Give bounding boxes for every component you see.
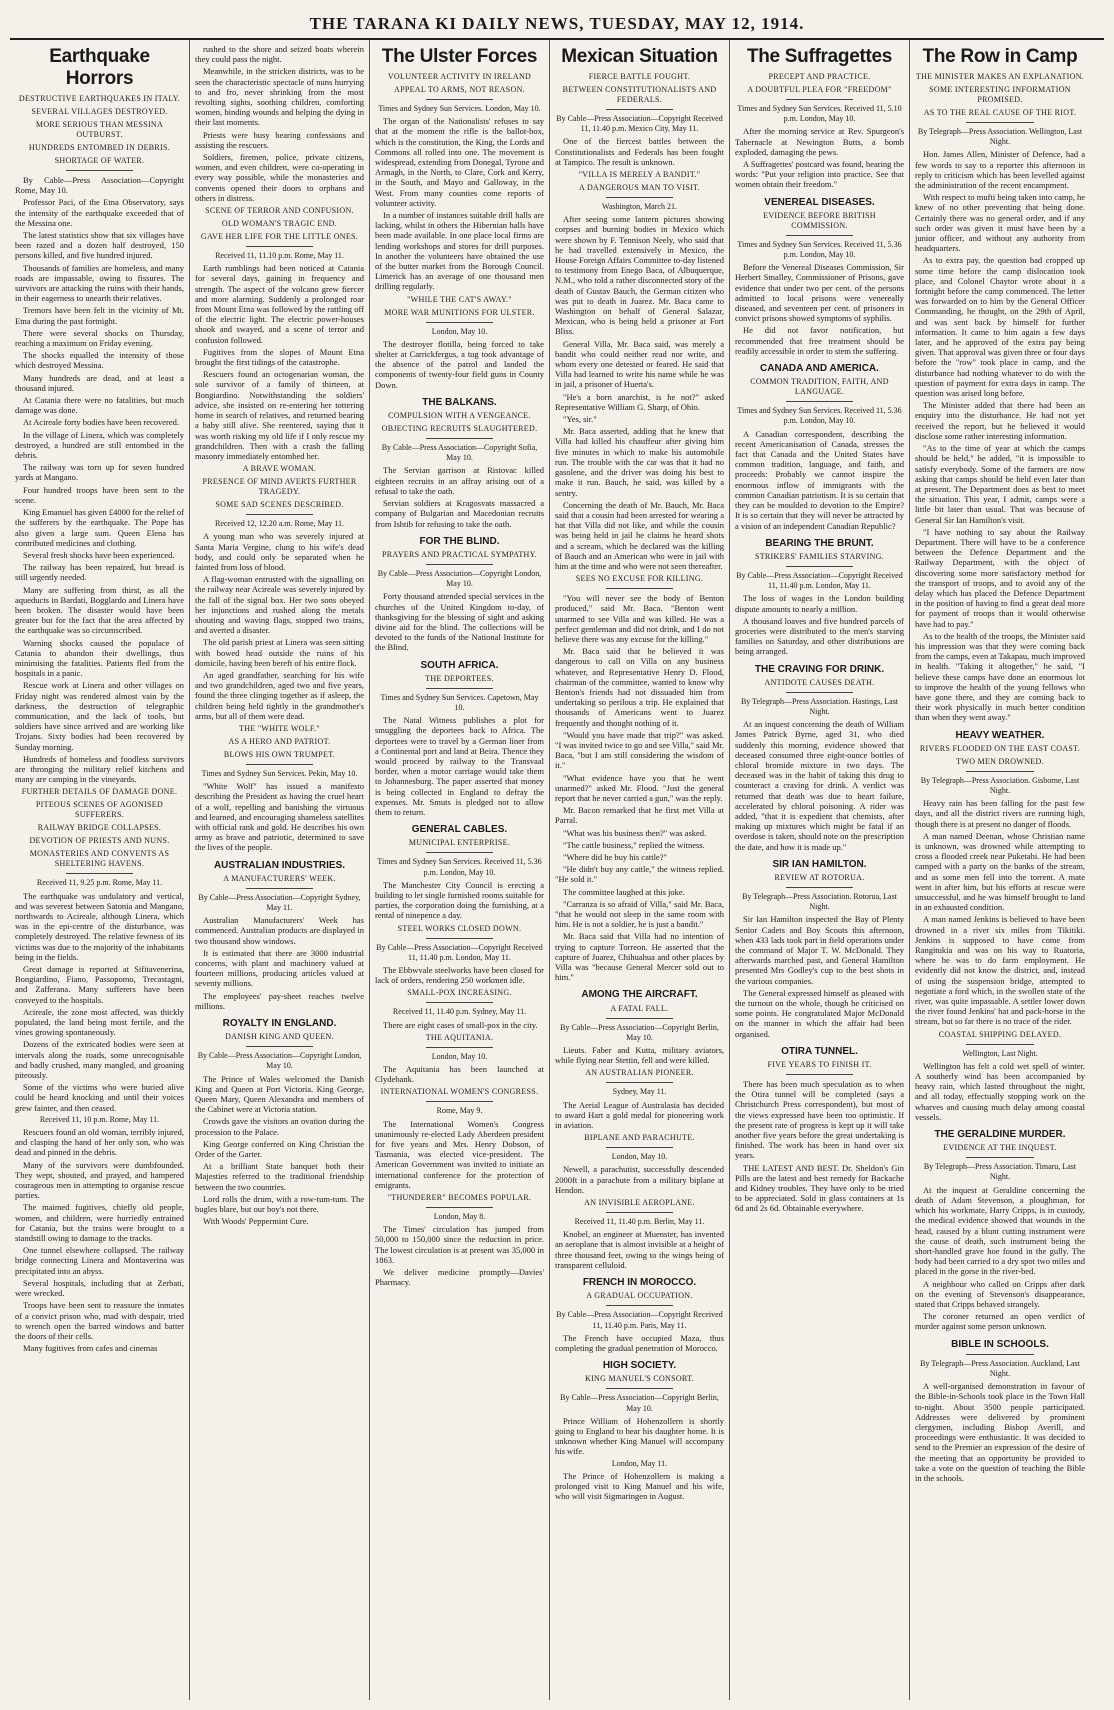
dateline: London, May 10. bbox=[431, 1051, 488, 1061]
paragraph: THE LATEST AND BEST. Dr. Sheldon's Gin Pills are the latest and best remedy for Backache and Kidney troubles. They have only to be tried to be appreciated. Sold in glass containers at 1s 6d and 2s 6d. Obtainable everywhere. bbox=[735, 1162, 904, 1214]
paragraph: The railway was torn up for seven hundred yards at Mangano. bbox=[15, 462, 184, 483]
subheading: AS TO THE REAL CAUSE OF THE RIOT. bbox=[923, 108, 1077, 117]
paragraph: Many fugitives from cafes and cinemas bbox=[23, 1343, 158, 1354]
subheading: INTERNATIONAL WOMEN'S CONGRESS. bbox=[380, 1087, 539, 1097]
paragraph: Rescuers found an octogenarian woman, the sole survivor of a family of thirteen, at Bongiardino. Notwithstanding the soldiers' advice, she insisted on re-entering her tottering home in search of relatives, and returned bearing a baby still alive. She reentered, saying that it was worth risking my old life if I only rescue my grandchildren. Then with a crash the falling masonry immediately entombed her. bbox=[195, 369, 364, 461]
paragraph: Heavy rain has been falling for the past few days, and all the district rivers are running high, though there is at present no danger of floods. bbox=[915, 798, 1085, 829]
column-headline: The Row in Camp bbox=[922, 46, 1078, 67]
paragraph: Fugitives from the slopes of Mount Etna brought the first tidings of the catastrophe. bbox=[195, 346, 364, 368]
dateline: By Cable—Press Association—Copyright Berlin, May 10. bbox=[560, 1393, 719, 1413]
paragraph: A flag-woman entrusted with the signalling on the railway near Acireale was severely injured by the fall of the signal box. Her two sons obeyed her injunctions and rushed along the metals shouting and waving flags, stopped two trains, and averted a disaster. bbox=[195, 574, 364, 636]
subheading: SHORTAGE OF WATER. bbox=[54, 156, 145, 165]
paragraph: We deliver medicine promptly—Davies' Pharmacy. bbox=[375, 1267, 544, 1288]
paragraph: Several hospitals, including that at Zerbati, were wrecked. bbox=[15, 1277, 184, 1299]
subheading: SCENE OF TERROR AND CONFUSION. bbox=[205, 206, 354, 216]
divider bbox=[246, 888, 314, 889]
subheading: PRAYERS AND PRACTICAL SYMPATHY. bbox=[382, 549, 537, 559]
subheading: SEVERAL VILLAGES DESTROYED. bbox=[31, 107, 168, 116]
subheading: COMPULSION WITH A VENGEANCE. bbox=[388, 411, 531, 421]
dateline: Received 11, 11.10 p.m. Rome, May 11. bbox=[215, 251, 344, 261]
subheading: PITEOUS SCENES OF AGONISED SUFFERERS. bbox=[35, 800, 164, 820]
divider bbox=[426, 688, 494, 689]
section-heading: OTIRA TUNNEL. bbox=[781, 1045, 858, 1057]
dateline: Times and Sydney Sun Services. Received 11, 5.10 p.m. London, May 10. bbox=[737, 104, 902, 124]
subheading: MUNICIPAL ENTERPRISE. bbox=[408, 838, 511, 848]
subheading: EVIDENCE AT THE INQUEST. bbox=[943, 1143, 1057, 1153]
paragraph: Prince William of Hohenzollern is shortly going to England to hear his daughter home. It is unknown whether King Manuel will accompany his wife. bbox=[555, 1415, 724, 1457]
column-headline: The Suffragettes bbox=[746, 46, 893, 67]
paragraph: Four hundred troops have been sent to the scene. bbox=[15, 484, 184, 505]
section-heading: HEAVY WEATHER. bbox=[955, 729, 1045, 741]
dateline: By Telegraph—Press Association. Timaru, Last Night. bbox=[923, 1162, 1077, 1182]
paragraph: Professor Paci, of the Etna Observatory, says the intensity of the earthquake exceeded that of the Messina one. bbox=[15, 197, 184, 228]
paragraph: Hon. James Allen, Minister of Defence, had a few words to say to a reporter this afternoon in reply to criticism which has been levelled against the administration of the recent encampment. bbox=[915, 149, 1085, 191]
section-heading: VENEREAL DISEASES. bbox=[764, 196, 875, 208]
divider bbox=[246, 246, 314, 247]
subheading: THE MINISTER MAKES AN EXPLANATION. bbox=[915, 72, 1085, 81]
paragraph: Some of the victims who were buried alive could be heard knocking and until their voices grew fainter, and then ceased. bbox=[15, 1082, 184, 1113]
dateline: By Cable—Press Association—Copyright Received 11, 11.40 p.m. Mexico City, May 11. bbox=[556, 114, 723, 134]
paragraph: The International Women's Congress unanimously re-elected Lady Aberdeen president for five years and Mrs. Henry Dobson, of Tasmania, was elected vice-president. The American Government was invited to initiate an international conference for the protection of emigrants. bbox=[375, 1118, 544, 1190]
subheading: MORE WAR MUNITIONS FOR ULSTER. bbox=[384, 307, 535, 317]
section-heading: THE CRAVING FOR DRINK. bbox=[754, 663, 885, 675]
divider bbox=[426, 1207, 494, 1208]
subheading: A DANGEROUS MAN TO VISIT. bbox=[579, 183, 700, 193]
dateline: By Cable—Press Association—Copyright Received 11, 11.40 p.m. London, May 11. bbox=[736, 570, 903, 591]
subheading: "THUNDERER" BECOMES POPULAR. bbox=[387, 1193, 532, 1203]
dateline: By Cable—Press Association—Copyright London, May 10. bbox=[197, 1051, 362, 1071]
section-heading: CANADA AND AMERICA. bbox=[760, 363, 879, 375]
divider bbox=[66, 170, 134, 171]
dateline: Times and Sydney Sun Services. Capetown, May 10. bbox=[380, 692, 539, 712]
paragraph: A thousand loaves and five hundred parcels of groceries were distributed to the men's starving families on Saturday, and other distributions are being arranged. bbox=[735, 615, 904, 657]
dateline: By Cable—Press Association—Copyright Sofia, May 10. bbox=[381, 443, 538, 463]
paragraph: "He's a born anarchist, is he not?" asked Representative William G. Sharp, of Ohio. bbox=[555, 391, 724, 412]
paragraph: Lieuts. Faber and Kutta, military aviators, while flying near Stettin, fell and were killed. bbox=[555, 1045, 724, 1066]
paragraph: An aged grandfather, searching for his wife and two grandchildren, aged two and five years, found the three clinging together as if asleep, the children being held tightly in the grandmother's arms, but all of them were dead. bbox=[195, 669, 364, 721]
subheading: SOME INTERESTING INFORMATION PROMISED. bbox=[929, 85, 1071, 104]
section-heading: AMONG THE AIRCRAFT. bbox=[581, 989, 698, 1001]
divider bbox=[606, 1082, 674, 1083]
section-heading: BEARING THE BRUNT. bbox=[765, 537, 874, 549]
section-heading: SOUTH AFRICA. bbox=[420, 659, 499, 671]
paragraph: The destroyer flotilla, being forced to take shelter at Carrickfergus, a tug took advantage of the absence of the patrol and landed the components of twenty-four field guns in County Down. bbox=[375, 338, 544, 390]
paragraph: "Would you have made that trip?" was asked. "I was invited twice to go and see Villa," said Mr. Baca, "but I am still considering the wisdom of it." bbox=[555, 729, 724, 771]
paragraph: Lord rolls the drum, with a row-tum-tum. The bugles blare, but our boy's not there. bbox=[195, 1193, 364, 1215]
divider bbox=[786, 692, 854, 693]
columns-container bbox=[10, 40, 1104, 1700]
subheading: "WHILE THE CAT'S AWAY." bbox=[407, 294, 512, 304]
divider bbox=[426, 1047, 494, 1048]
subheading: RIVERS FLOODED ON THE EAST COAST. bbox=[919, 743, 1081, 753]
paragraph: Warning shocks caused the populace of Catania to abandon their dwellings, thus minimising the fatalities. Patients fled from the hospitals in a panic. bbox=[15, 637, 184, 679]
paragraph: "White Wolf" has issued a manifesto describing the President as having the cruel heart of a wolf, repelling and banishing the virtuous and learned, and encouraging shameless satellites with official rank and gold. He describes his own army as brave and patriotic, determined to save the lives of the people. bbox=[195, 781, 364, 853]
subheading: FURTHER DETAILS OF DAMAGE DONE. bbox=[21, 787, 178, 797]
paragraph: "I have nothing to say about the Railway Department. There will have to be a conference between the Defence Department and the Railway Department, with the object of discovering some more satisfactory method for the transport of troops, and to avoid any of the delay which has placed the Defence Department in the position of having to find a great deal more for payment of troops than it would otherwise have had to pay." bbox=[915, 526, 1085, 629]
section-heading: THE GERALDINE MURDER. bbox=[934, 1129, 1066, 1141]
paragraph: The organ of the Nationalists' refuses to say that at the moment the rifle is the ballot-box, which is the constitution, the King, the Lords and Commons all rolled into one. The movement is widespread, extending from Donegal, Tyrone and Armagh, in the North, to Clare, Cork and Kerry, in the South, and Mayo and Galloway, in the West. From many counties come reports of volunteer activity. bbox=[375, 116, 544, 208]
paragraph: A man named Deenan, whose Christian name is unknown, was drowned while attempting to cross a flooded creek near Puketahi. He had been camped with a party on the banks of the stream, and as some men fell into the torrent. A mate went in after him, but his efforts at rescue were unsuccessful, and he was himself brought to land in an exhausted condition. bbox=[915, 830, 1085, 913]
column-5 bbox=[730, 40, 910, 1700]
paragraph: The Prince of Wales welcomed the Danish King and Queen at Port Victoria. King George, Queen Mary, Queen Alexandra and members of the Cabinet were at Victoria station. bbox=[195, 1073, 364, 1115]
paragraph: "Where did he buy his cattle?" bbox=[563, 852, 667, 862]
divider bbox=[786, 99, 854, 100]
divider bbox=[246, 514, 314, 515]
column-1 bbox=[10, 40, 190, 1700]
paragraph: Earth rumblings had been noticed at Catania for several days, gaining in frequency and strength. The aspect of the volcano grew fiercer and more alarming. Suddenly a prolonged roar from Mount Etna was followed by the rattling off of the electric light. The electric power-houses shook and swayed, and a scene of terror and confusion followed. bbox=[195, 263, 364, 345]
paragraph: "The cattle business," replied the witness. bbox=[563, 839, 705, 850]
paragraph: "What was his business then?" was asked. bbox=[563, 827, 707, 838]
subheading: SOME SAD SCENES DESCRIBED. bbox=[215, 500, 344, 510]
paragraph: Thousands of families are homeless, and many roads are impassable, owing to fissures. The survivors are attacking the ruins with their hands, in their eagerness to unearth their relatives. bbox=[15, 262, 184, 304]
dateline: London, May 10. bbox=[611, 1152, 668, 1162]
dateline: Received 12, 12.20 a.m. Rome, May 11. bbox=[214, 519, 344, 529]
divider bbox=[426, 322, 494, 323]
paragraph: The latest statistics show that six villages have been razed and a dozen half destroyed, 150 persons killed, and five hundred injured. bbox=[15, 230, 184, 261]
paragraph: The Times' circulation has jumped from 50,000 to 150,000 since the reduction in price. The lowest circulation is at present was 35,000 in 1863. bbox=[375, 1224, 544, 1265]
paragraph: Troops have been sent to reassure the inmates of a convict prison who, mad with despair, tried to wrench open the barred windows and batter the doors of their cells. bbox=[15, 1300, 184, 1341]
paragraph: With respect to mufti being taken into camp, he knew of no other preventing that being done. Certainly there was no general order, and if any such order was given it must have been by a junior officer, and without any authority from headquarters. bbox=[915, 192, 1085, 254]
paragraph: Meanwhile, in the stricken districts, was to be seen the characteristic spectacle of nuns hurrying to and fro, never shrinking from the most revolting sights, soothing children, comforting women, binding wounds and helping the dying in their last moments. bbox=[195, 66, 364, 128]
paragraph: One of the fiercest battles between the Constitutionalists and Federals has been fought at Tampico. The result is unknown. bbox=[555, 136, 724, 167]
divider bbox=[426, 1101, 494, 1102]
paragraph: Many are suffering from thirst, as all the aqueducts in Bardati, Bogglardo and Linera have been broken. The disaster would have been greater but for the fact that the area affected by the earthquake was so circumscribed. bbox=[15, 584, 184, 636]
paragraph: Hundreds of homeless and foodless survivors are thronging the military relief kitchens and many are camping in the vineyards. bbox=[15, 753, 184, 785]
paragraph: Tremors have been felt in the vicinity of Mt. Etna during the past fortnight. bbox=[15, 305, 184, 326]
paragraph: The Natal Witness publishes a plot for smuggling the deportees back to Africa. The deportees were to travel by a German liner from a Continental port and land at Beira. Thence they would proceed by railway to the Transvaal border, when a motor carriage would take them to Johannesburg. The paper asserted that money is being collected in England to defray the expenses. Mr. Smuts is pledged not to allow them to return. bbox=[375, 715, 544, 817]
paragraph: The coroner returned an open verdict of murder against some person unknown. bbox=[915, 1311, 1085, 1332]
paragraph: As to the health of the troops, the Minister said his impression was that they were coming back from the camps, even at Takapau, much improved in health. "Taking it altogether," he said, "I believe these camps have done an enormous lot to improve the health of the young fellows who have gone there, and they are coming back to their work physically in much better condition than when they went away." bbox=[915, 630, 1085, 723]
paragraph: "Carranza is so afraid of Villa," said Mr. Baca, "that he would not sleep in the same room with him. He is not a soldier, he is just a bandit." bbox=[555, 898, 724, 930]
section-heading: FRENCH IN MOROCCO. bbox=[582, 1277, 697, 1289]
paragraph: The Prince of Hohenzollern is making a prolonged visit to King Manuel and his wife, who will visit Sigmaringen in August. bbox=[555, 1470, 724, 1502]
divider bbox=[426, 438, 494, 439]
paragraph: King George conferred on King Christian the Order of the Garter. bbox=[195, 1138, 364, 1160]
paragraph: The Minister added that there had been an enquiry into the disturbance. He had not yet received the report, but he believed it would disclose some rather interesting information. bbox=[915, 400, 1085, 441]
paragraph: In a number of instances suitable drill halls are lacking, whilst in others the Hibernian halls have been made available. In one place local firms are lending workshops and stores for drill purposes. In another the volunteers have obtained the use of the butter market from the Borough Council. Limerick has an average of one thousand men drilling regularly. bbox=[375, 210, 544, 292]
dateline: By Cable—Press Association—Copyright Received 11, 11.40 p.m. London, May 11. bbox=[376, 942, 543, 962]
paragraph: The Servian garrison at Ristovac killed eighteen recruits in an affray arising out of a refusal to take the oath. bbox=[375, 465, 544, 496]
divider bbox=[606, 197, 674, 198]
divider bbox=[786, 235, 854, 236]
dateline: London, May 8. bbox=[433, 1212, 486, 1222]
paragraph: Mr. Baca asserted, adding that he knew that Villa had killed his chauffeur after giving him five minutes in which to make his automobile run. The trouble with the car was that it had no gasolene, and the driver was doing his best to make it run. Bauch, he said, was killed by a sentry. bbox=[555, 426, 724, 498]
section-heading: THE BALKANS. bbox=[422, 396, 497, 408]
paragraph: Several fresh shocks have been experienced. bbox=[23, 549, 175, 560]
paragraph: The Aerial League of Australasia has decided to award Hart a gold medal for pioneering work in aviation. bbox=[555, 1099, 724, 1131]
paragraph: General Villa, Mr. Baca said, was merely a bandit who could neither read nor write, and whom every one detested or feared. He said that Villa had learned to write his name while he was in jail, a prisoner of Huerta's. bbox=[555, 338, 724, 390]
subheading: BIPLANE AND PARACHUTE. bbox=[584, 1133, 695, 1143]
dateline: By Cable—Press Association—Copyright Sydney, May 11. bbox=[198, 892, 361, 912]
subheading: THE DEPORTEES. bbox=[425, 673, 494, 683]
paragraph: The employees' pay-sheet reaches twelve millions. bbox=[195, 990, 364, 1011]
divider bbox=[966, 1157, 1034, 1158]
divider bbox=[966, 122, 1034, 123]
paragraph: A Suffragettes' postcard was found, bearing the words: "Put your religion into practice. See that women obtain their freedom." bbox=[735, 159, 904, 190]
paragraph: There has been much speculation as to when the Otira tunnel will be completed (says a Christchurch Press correspondent), but most of the views expressed have been too optimistic. If the present rate of progress is kept up it will take another five years before the great undertaking is finished. The work has been in hand over six years. bbox=[735, 1079, 904, 1161]
dateline: By Telegraph—Press Association. Wellington, Last Night. bbox=[917, 127, 1083, 147]
paragraph: Rescue work at Linera and other villages on Friday night was rendered almost vain by the darkness, the destruction of telegraphic communication, and the lack of tools, but soldiers have since arrived and are working like Trojans. Sixty bodies had been recovered by Sunday morning. bbox=[15, 680, 184, 752]
paragraph: The Manchester City Council is erecting a building to let single furnished rooms suitable for parties, the corporation doing the furnishing, at a rental of ninepence a day. bbox=[375, 879, 544, 921]
column-6 bbox=[910, 40, 1090, 1700]
subheading: DANISH KING AND QUEEN. bbox=[225, 1032, 334, 1042]
dateline: Times and Sydney Sun Services. Pekin, May 10. bbox=[201, 768, 358, 778]
subheading: AN AUSTRALIAN PIONEER. bbox=[585, 1068, 694, 1078]
dateline: Received 11, 9.25 p.m. Rome, May 11. bbox=[36, 878, 163, 888]
divider bbox=[606, 1212, 674, 1213]
subheading: APPEAL TO ARMS, NOT REASON. bbox=[394, 85, 525, 94]
section-heading: AUSTRALIAN INDUSTRIES. bbox=[213, 859, 346, 871]
paragraph: By Cable—Press Association—Copyright Rome, May 10. bbox=[15, 175, 184, 196]
paragraph: The maimed fugitives, chiefly old people, women, and children, were hurriedly entrained for Catania, but the trains were brought to a standstill owing to damage to the tracks. bbox=[15, 1202, 184, 1244]
paragraph: One tunnel elsewhere collapsed. The railway bridge connecting Linera and Montaverina was precipitated into an abyss. bbox=[15, 1245, 184, 1276]
divider bbox=[426, 1002, 494, 1003]
dateline: Times and Sydney Sun Services. Received 11, 5.36 p.m. London, May 10. bbox=[377, 857, 542, 877]
paragraph: Mr. Baca said that he believed it was dangerous to call on Villa on any business whatever, and Representative Henry D. Flood, chairman of the committee, wanted to know why Benton's friends had not dissuaded him from undertaking so perilous a trip. He explained that thousands of Americans went to Juarez frequently and thought nothing of it. bbox=[555, 646, 724, 728]
paragraph: At Acireale forty bodies have been recovered. bbox=[23, 417, 179, 428]
dateline: Times and Sydney Sun Services. London, May 10. bbox=[378, 104, 541, 113]
paragraph: The shocks equalled the intensity of those which destroyed Messina. bbox=[15, 350, 184, 371]
divider bbox=[246, 1046, 314, 1047]
paragraph: With Woods' Peppermint Cure. bbox=[203, 1216, 309, 1227]
subheading: MONASTERIES AND CONVENTS AS SHELTERING HAVENS. bbox=[29, 849, 170, 869]
subheading: FIVE YEARS TO FINISH IT. bbox=[767, 1060, 872, 1070]
divider bbox=[606, 1018, 674, 1019]
paragraph: King Emanuel has given £4000 for the relief of the sufferers by the earthquake. The Pope has also given a large sum. Queen Elena has contributed medicines and clothing. bbox=[15, 507, 184, 548]
dateline: Times and Sydney Sun Services. Received 11, 5.36 p.m. London, May 10. bbox=[737, 239, 902, 260]
divider bbox=[606, 1305, 674, 1306]
dateline: London, May 10. bbox=[431, 326, 488, 336]
subheading: A BRAVE WOMAN. bbox=[242, 464, 317, 474]
subheading: A DOUBTFUL PLEA FOR "FREEDOM" bbox=[747, 85, 892, 94]
paragraph: Forty thousand attended special services in the churches of the United Kingdom to-day, of thanksgiving for the blessing of sight and asking divine aid for the blind. The collections will be devoted to the funds of the National Institute for the Blind. bbox=[375, 591, 544, 653]
subheading: BETWEEN CONSTITUTIONALISTS AND FEDERALS. bbox=[562, 85, 717, 104]
paragraph: The Aquitania has been launched at Clydebank. bbox=[375, 1064, 544, 1085]
paragraph: Crowds gave the visitors an ovation during the procession to the Palace. bbox=[195, 1116, 364, 1137]
paragraph: At an inquest concerning the death of William James Patrick Byrne, aged 31, who died suddenly this morning, evidence showed that deceased consumed three eight-ounce bottles of chloral bromide mixture in two days. The deceased was in the habit of taking this drug to counteract a craving for drink. A verdict was returned that death was due to heart failure, accelerated by chloral poisoning. A rider was added, "that it is expedient that chemists, after making up mixtures which might be fatal if an overdose is taken, should note on the prescription the date, and how it is made up." bbox=[735, 719, 904, 852]
column-headline: Mexican Situation bbox=[561, 46, 718, 67]
subheading: OBJECTING RECRUITS SLAUGHTERED. bbox=[381, 424, 538, 434]
paragraph: Great damage is reported at Sifitavenerina, Bongiardino, Fiano, Passopomo, Trecastagni, and Zafferana. Many sufferers have been conveyed to the hospitals. bbox=[15, 964, 184, 1005]
subheading: THE AQUITANIA. bbox=[425, 1032, 494, 1042]
divider bbox=[966, 771, 1034, 772]
paragraph: The earthquake was undulatory and vertical, and was severest between Satonia and Mangano, northwards to Acireale, although Linera, which was in the epi-centre of the disturbance, was completely destroyed. The relative fewness of its victims was due to the majority of the inhabitants being in the fields. bbox=[15, 890, 184, 962]
paragraph: "As to the time of year at which the camps should be held," he added, "it is impossible to satisfy everybody. Some of the farmers are now asking that camps should be held even later than at present. The Department does as best to meet the situation. This year, I admit, camps were a little bit later than usual. That was because of General Sir Ian Hamilton's visit. bbox=[915, 443, 1085, 525]
subheading: OLD WOMAN'S TRAGIC END. bbox=[221, 219, 338, 229]
divider bbox=[606, 588, 674, 589]
paragraph: Before the Venereal Diseases Commission, Sir Herbert Smalley, Commissioner of Prisons, gave evidence that under two per cent. of the persons admitted to local prisons were venereally diseased, and seventeen per cent. of prisoners in convict prisons showed symptoms of syphilis. bbox=[735, 262, 904, 324]
paragraph: The General expressed himself as pleased with the turnout on the whole, though he criticised on some points. He congratulated Major McDonald on the manner in which the affair had been organised. bbox=[735, 987, 904, 1039]
subheading: DEVOTION OF PRIESTS AND NUNS. bbox=[29, 836, 170, 846]
paragraph: Australian Manufacturers' Week has commenced. Australian products are displayed in two thousand show windows. bbox=[195, 915, 364, 946]
column-3 bbox=[370, 40, 550, 1700]
subheading: GAVE HER LIFE FOR THE LITTLE ONES. bbox=[200, 232, 359, 242]
divider bbox=[606, 109, 674, 110]
dateline: Received 11, 11.40 p.m. Sydney, May 11. bbox=[392, 1007, 527, 1017]
subheading: EVIDENCE BEFORE BRITISH COMMISSION. bbox=[763, 210, 876, 230]
paragraph: Sir Ian Hamilton inspected the Bay of Plenty Senior Cadets and Boy Scouts this afternoon, when 433 lads took part in field operations under the command of Major T. W. McDonald. They afterwards marched past, and General Hamilton presented Mrs Godley's cup to the best shots in the various companies. bbox=[735, 914, 904, 986]
dateline: Wellington, Last Night. bbox=[962, 1048, 1038, 1058]
dateline: By Telegraph—Press Association. Gisborne, Last Night. bbox=[920, 775, 1080, 795]
section-heading: ROYALTY IN ENGLAND. bbox=[222, 1018, 337, 1030]
dateline: Washington, March 21. bbox=[602, 202, 677, 212]
paragraph: A neighbour who called on Cripps after dark on the evening of Stevenson's disappearance, stated that Cripps behaved strangely. bbox=[915, 1278, 1085, 1309]
subheading: THE "WHITE WOLF." bbox=[239, 723, 320, 733]
section-heading: HIGH SOCIETY. bbox=[602, 1360, 677, 1372]
divider bbox=[786, 401, 854, 402]
subheading: A GRADUAL OCCUPATION. bbox=[586, 1291, 693, 1301]
paragraph: "He didn't buy any cattle," the witness replied. "He sold it." bbox=[555, 864, 724, 885]
divider bbox=[426, 99, 494, 100]
section-heading: FOR THE BLIND. bbox=[419, 535, 500, 547]
subheading: TWO MEN DROWNED. bbox=[956, 756, 1044, 766]
paragraph: Mr. Bacon remarked that he first met Villa at Parral. bbox=[555, 805, 724, 826]
paragraph: rushed to the shore and seized boats wherein they could pass the night. bbox=[195, 44, 364, 65]
subheading: AS A HERO AND PATRIOT. bbox=[228, 736, 331, 746]
subheading: "VILLA IS MERELY A BANDIT." bbox=[578, 170, 701, 180]
divider bbox=[426, 938, 494, 939]
paragraph: Soldiers, firemen, police, private citizens, women, and even children, were co-operating in every way possible, while the monasteries and convents opened their doors to orphans and others in distress. bbox=[195, 152, 364, 203]
paragraph: After seeing some lantern pictures showing corpses and burning bodies in Mexico which were shown by F. Tennison Neely, who said that he had travelled extensively in Mexico, the House Foreign Affairs Committee to-day listened to testimony from Enego Baca, of Albuquerque, N.M., who told a rather disconnected story of the death of Gustav Bauch, the German citizen who was put to death in Juarez. Mr. Baca came to Washington on behalf of General Salazar, Mexican, who is being held a prisoner at Fort Bliss. bbox=[555, 214, 724, 337]
paragraph: There were several shocks on Thursday, reaching a maximum on Friday evening. bbox=[15, 327, 184, 349]
paragraph: Concerning the death of Mr. Bauch, Mr. Baca said that a cousin had been arrested for wearing a hat that Villa did not like, and while the cousin was being held in jail he claims he heard shots and a scream, which he declared was the killing of Bauch and an American who were in jail with him at the time and who were not seen thereafter. bbox=[555, 499, 724, 571]
divider bbox=[966, 1044, 1034, 1045]
divider bbox=[66, 873, 134, 874]
dateline: By Cable—Press Association—Copyright Received 11, 11.40 p.m. Paris, May 11. bbox=[556, 1310, 723, 1330]
column-headline: Earthquake Horrors bbox=[49, 46, 150, 89]
subheading: AN INVISIBLE AEROPLANE. bbox=[584, 1198, 695, 1208]
subheading: COMMON TRADITION, FAITH, AND LANGUAGE. bbox=[750, 377, 889, 397]
paragraph: In the village of Linera, which was completely destroyed, a hundred are still entombed in the debris. bbox=[15, 429, 184, 461]
divider bbox=[606, 1147, 674, 1148]
paragraph: "Yes, sir." bbox=[563, 414, 597, 425]
subheading: SMALL-POX INCREASING. bbox=[407, 988, 512, 998]
divider bbox=[426, 852, 494, 853]
paragraph: Dozens of the extricated bodies were seen at intervals along the roads, some unrecognisable and badly crushed, many mangled, and groaning piteously. bbox=[15, 1039, 184, 1081]
paragraph: At Catania there were no fatalities, but much damage was done. bbox=[15, 395, 184, 416]
subheading: STEEL WORKS CLOSED DOWN. bbox=[397, 923, 522, 933]
paragraph: Wellington has felt a cold wet spell of winter. A southerly wind has been accompanied by heavy rain, which lasted throughout the night, and all today, effectually stopping work on the wharves and causing much delay among coastal vessels. bbox=[915, 1060, 1085, 1122]
subheading: VOLUNTEER ACTIVITY IN IRELAND bbox=[387, 72, 532, 81]
paragraph: Servian soldiers at Kragosvats massacred a company of Bulgarian and Macedonian recruits from Ishtib for refusing to take the oath. bbox=[375, 498, 544, 529]
divider bbox=[786, 566, 854, 567]
paragraph: Acireale, the zone most affected, was thickly populated, the land being most fertile, and the vines growing spontaneously. bbox=[15, 1006, 184, 1038]
paragraph: At the inquest at Geraldine concerning the death of Adam Stevenson, a ploughman, for which his workmate, Harry Cripps, is in custody, the medical evidence showed that wounds in the head, caused by a blunt cutting instrument were the cause of death, such instrument being the short-handled grave hoe found in the gully. The body had been carried to a dry spot two miles and placed in the gorse in the river-bed. bbox=[915, 1184, 1085, 1277]
dateline: By Telegraph—Press Association. Auckland, Last Night. bbox=[920, 1358, 1080, 1378]
dateline: Received 11, 10 p.m. Rome, May 11. bbox=[39, 1114, 160, 1124]
subheading: MORE SERIOUS THAN MESSINA OUTBURST. bbox=[35, 120, 164, 139]
subheading: KING MANUEL'S CONSORT. bbox=[585, 1374, 694, 1384]
divider bbox=[966, 1354, 1034, 1355]
column-4 bbox=[550, 40, 730, 1700]
masthead: THE TARANA KI DAILY NEWS, TUESDAY, MAY 12, 1914. bbox=[10, 8, 1104, 40]
paragraph: A Canadian correspondent, describing the recent Americanisation of Canada, stresses the fact that Canada and the United States have common tradition, language, and faith, and proceeds: Probably we cannot inspire the enormous inflow of immigrants with the common Canadian patriotism. It is so certain that they can be moulded to devotion to the Empire? It is so certain that they will never be attracted by a vision of an independent Canadian Republic? bbox=[735, 428, 904, 531]
paragraph: Priests were busy hearing confessions and assisting the rescuers. bbox=[195, 129, 364, 150]
section-heading: GENERAL CABLES. bbox=[411, 824, 508, 836]
paragraph: The Ebbwvale steelworks have been closed for lack of orders, rendering 250 workmen idle. bbox=[375, 965, 544, 986]
paragraph: The committee laughed at this joke. bbox=[563, 886, 685, 897]
paragraph: A young man who was severely injured at Santa Maria Vergine, clung to his wife's dead body, and could only be separated when he fainted from loss of blood. bbox=[195, 531, 364, 572]
dateline: By Cable—Press Association—Copyright Berlin, May 10. bbox=[560, 1022, 719, 1042]
divider bbox=[606, 1388, 674, 1389]
paragraph: As to extra pay, the question had cropped up some time before the camp dislocation took place, and Colonel Chaytor wrote about it a fortnight before the camp commenced. The letter was forwarded on to him by the General Officer Commanding, he thought, on the 29th of April, and was sent back by himself for further information. It came to him again a few days later, and he approved of the extra pay being given. That approval was given three or four days before the "row" took place in camp, and the disturbance had nothing whatever to do with the question of payment for extra days in camp. The question was arised long before. bbox=[915, 255, 1085, 399]
subheading: COASTAL SHIPPING DELAYED. bbox=[938, 1029, 1062, 1039]
divider bbox=[786, 1074, 854, 1075]
subheading: ANTIDOTE CAUSES DEATH. bbox=[764, 677, 875, 687]
paragraph: "What evidence have you that he went unarmed?" asked Mr. Flood. "Just the general report that he never carried a gun," was the reply. bbox=[555, 772, 724, 803]
paragraph: Newell, a parachutist, successfully descended 2000ft in a parachute from a military biplane at Hendon. bbox=[555, 1164, 724, 1195]
paragraph: The railway has been repaired, but bread is still urgently needed. bbox=[15, 562, 184, 583]
paragraph: "You will never see the body of Benton produced," said Mr. Baca. "Benton went unarmed to see Villa and was killed. He was a perfect gentleman and did not drink, and I do not believe there was any excuse for the killing." bbox=[555, 593, 724, 644]
dateline: Received 11, 11.40 p.m. Berlin, May 11. bbox=[574, 1217, 705, 1227]
column-headline: The Ulster Forces bbox=[381, 46, 538, 67]
dateline: Rome, May 9. bbox=[436, 1106, 483, 1116]
divider bbox=[786, 887, 854, 888]
section-heading: BIBLE IN SCHOOLS. bbox=[951, 1338, 1049, 1350]
column-2 bbox=[190, 40, 370, 1700]
paragraph: At a brilliant State banquet both their Majesties referred to the traditional friendship between the two countries. bbox=[195, 1161, 364, 1192]
paragraph: The old parish priest at Linera was seen sitting with bowed head outside the ruins of his domicile, having been bereft of his entire flock. bbox=[195, 637, 364, 668]
paragraph: After the morning service at Rev. Spurgeon's Tabernacle at Newington Butts, a bomb exploded, damaging the pews. bbox=[735, 126, 904, 157]
paragraph: It is estimated that there are 3000 industrial concerns, with plant and machinery valued at fourteen millions, producing articles valued at seventy millions. bbox=[195, 947, 364, 989]
paragraph: Knobel, an engineer at Muenster, has invented an aeroplane that is almost invisible at a height of three thousand feet, owing to the wings being of transparent celluloid. bbox=[555, 1229, 724, 1270]
section-heading: SIR IAN HAMILTON. bbox=[772, 858, 867, 870]
paragraph: Mr. Baca said that Villa had no intention of trying to capture Torreon. He asserted that the capture of Juarez, Chihuahua and other places by Villa was "because General Mercer sold out to him." bbox=[555, 931, 724, 983]
subheading: REVIEW AT ROTORUA. bbox=[774, 872, 865, 882]
subheading: HUNDREDS ENTOMBED IN DEBRIS. bbox=[28, 143, 171, 152]
dateline: By Cable—Press Association—Copyright London, May 10. bbox=[377, 568, 542, 589]
paragraph: There are eight cases of small-pox in the city. bbox=[383, 1019, 538, 1030]
subheading: SEES NO EXCUSE FOR KILLING. bbox=[575, 574, 704, 584]
subheading: PRESENCE OF MIND AVERTS FURTHER TRAGEDY. bbox=[202, 477, 357, 497]
subheading: A FATAL FALL. bbox=[610, 1003, 669, 1013]
subheading: A MANUFACTURERS' WEEK. bbox=[223, 873, 336, 883]
paragraph: He did not favor notification, but recommended that free treatment should be readily accessible in order to stem the suffering. bbox=[735, 325, 904, 356]
subheading: FIERCE BATTLE FOUGHT. bbox=[588, 72, 691, 81]
subheading: DESTRUCTIVE EARTHQUAKES IN ITALY. bbox=[18, 94, 181, 103]
paragraph: The loss of wages in the London building dispute amounts to nearly a million. bbox=[735, 593, 904, 614]
subheading: PRECEPT AND PRACTICE. bbox=[768, 72, 871, 81]
dateline: Sydney, May 11. bbox=[612, 1087, 667, 1097]
dateline: London, May 11. bbox=[611, 1458, 668, 1468]
paragraph: Rescuers found an old woman, terribly injured, and clasping the hand of her only son, who was dead and pinned in the debris. bbox=[15, 1127, 184, 1158]
dateline: By Telegraph—Press Association. Hastings, Last Night. bbox=[740, 696, 899, 716]
paragraph: Many hundreds are dead, and at least a thousand injured. bbox=[15, 372, 184, 393]
subheading: STRIKERS' FAMILIES STARVING. bbox=[754, 551, 885, 561]
paragraph: Many of the survivors were dumbfounded. They wept, shouted, and prayed, and hampered courageous men in attempting to organise rescue parties. bbox=[15, 1159, 184, 1201]
paragraph: The French have occupied Maza, thus completing the gradual penetration of Morocco. bbox=[555, 1332, 724, 1353]
divider bbox=[246, 764, 314, 765]
dateline: Times and Sydney Sun Services. Received 11, 5.36 p.m. London, May 10. bbox=[737, 406, 902, 426]
divider bbox=[426, 564, 494, 565]
dateline: By Telegraph—Press Association. Rotorua, Last Night. bbox=[742, 891, 897, 912]
subheading: RAILWAY BRIDGE COLLAPSES. bbox=[37, 823, 162, 833]
paragraph: A man named Jenkins is believed to have been drowned in a river six miles from Tikitiki. Jenkins is supposed to have come from Rangitukia and was on his way to Ruatoria, where he was to do farm employment. He evidently did not know the district, and, instead of using the suspension bridge, attempted to negotiate a ford which, in the swollen state of the river, was quite impassable. A settler lower down the river found Jenkins' hat and pack-horse in the stream, but so far there is no trace of the rider. bbox=[915, 914, 1085, 1027]
paragraph: A well-organised demonstration in favour of the Bible-in-Schools took place in the Town Hall to-night. About 3500 people participated. Addresses were delivered by prominent clergymen, including Bishop Averill, and proceedings were enthusiastic. It was decided to send to the Premier an expression of the desire of the meeting that an opportunity be provided to take a vote on the question of teaching the Bible in the schools. bbox=[915, 1381, 1085, 1483]
subheading: BLOWS HIS OWN TRUMPET. bbox=[223, 749, 336, 759]
